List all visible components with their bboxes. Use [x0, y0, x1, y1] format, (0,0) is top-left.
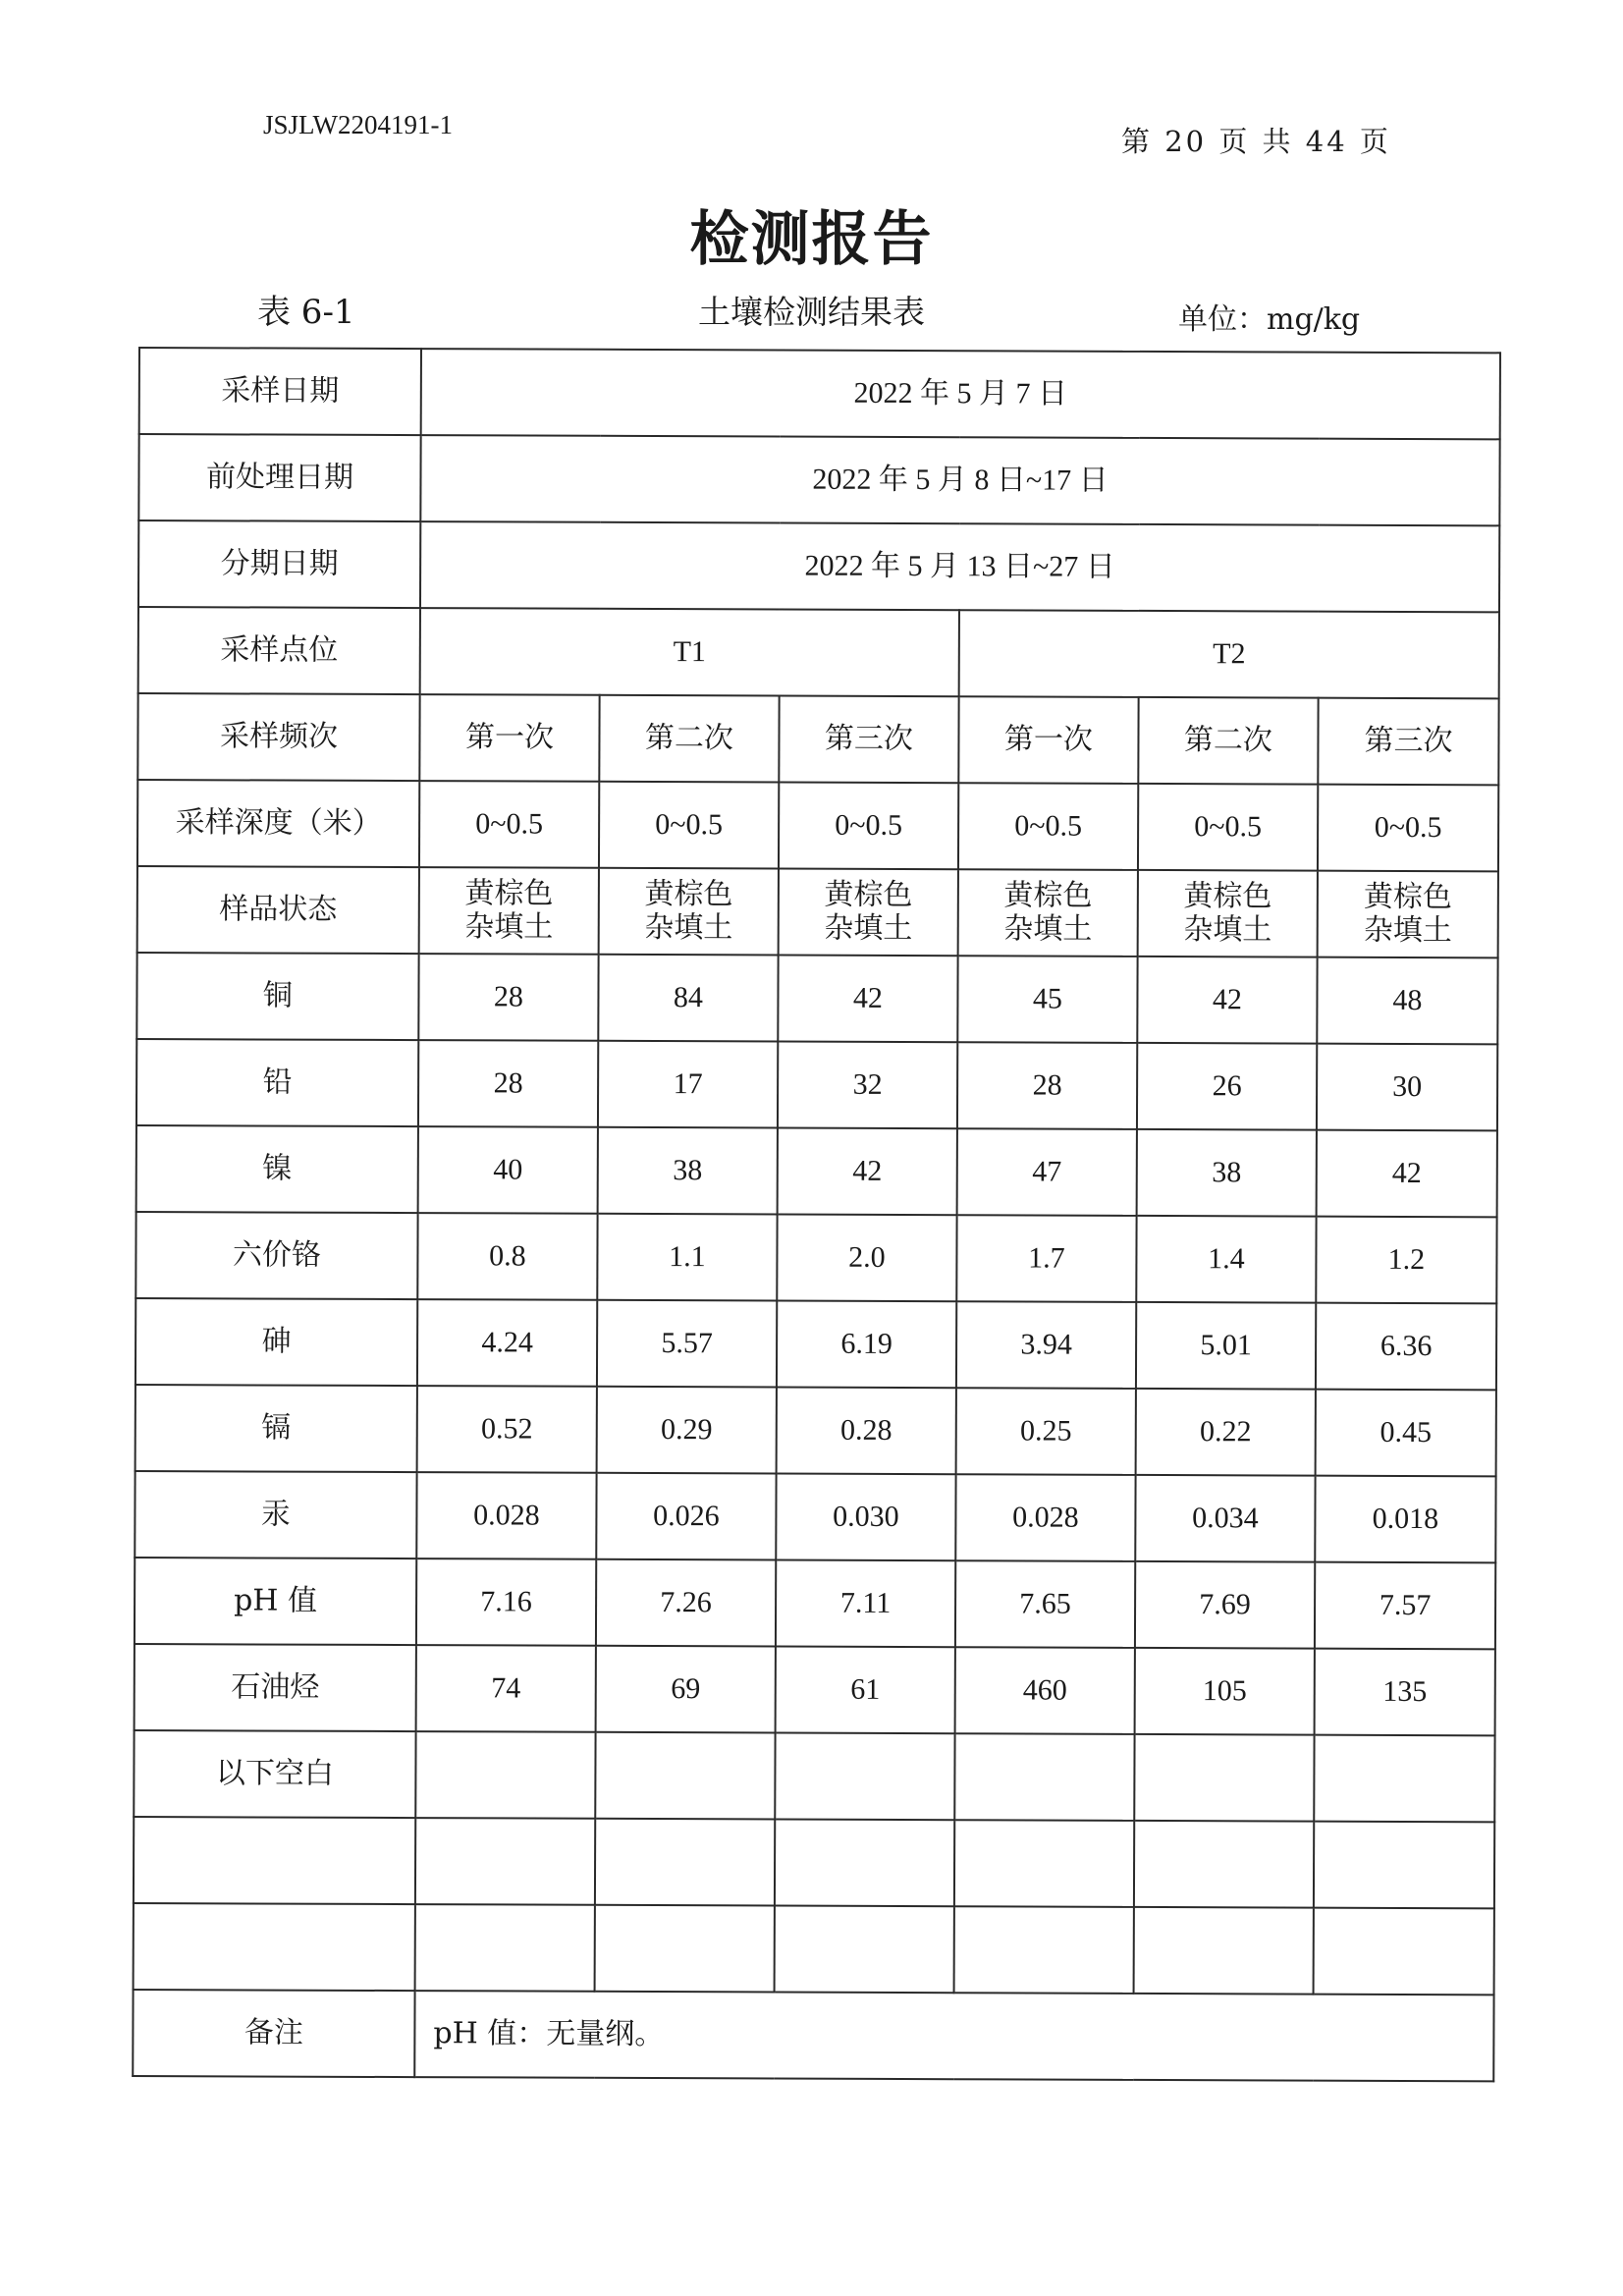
value-cell — [595, 1905, 775, 1993]
value-cell: 30 — [1317, 1044, 1497, 1131]
state-soil: 杂填土 — [1183, 912, 1272, 948]
table-row — [135, 1298, 1496, 1390]
value-cell: 69 — [596, 1646, 776, 1733]
value-cell: 0.028 — [955, 1474, 1135, 1561]
state-color: 黄棕色 — [1363, 879, 1452, 914]
parameter-label: 铅 — [136, 1039, 418, 1126]
table-row — [136, 1039, 1497, 1130]
value-cell: 0.52 — [417, 1386, 597, 1473]
depth-cell: 0~0.5 — [1318, 785, 1498, 872]
value-cell: 7.26 — [596, 1559, 776, 1647]
value-cell: 0.034 — [1135, 1475, 1315, 1562]
depth-cell: 0~0.5 — [779, 783, 958, 870]
value-cell: 28 — [957, 1042, 1137, 1129]
table-row — [134, 1817, 1494, 1908]
value-cell: 74 — [416, 1645, 596, 1732]
analysis-date-value: 2022 年 5 月 13 日~27 日 — [420, 521, 1499, 612]
state-color: 黄棕色 — [644, 876, 733, 911]
table-row — [135, 1385, 1496, 1476]
value-cell: 6.19 — [777, 1301, 956, 1389]
value-cell — [1134, 1907, 1314, 1995]
value-cell: 40 — [418, 1126, 598, 1214]
value-cell — [775, 1733, 954, 1821]
parameter-label: 汞 — [135, 1471, 416, 1558]
sample-state-cell — [958, 869, 1138, 957]
value-cell: 84 — [598, 955, 778, 1042]
value-cell: 42 — [1137, 957, 1317, 1044]
parameter-label — [134, 1903, 415, 1991]
value-cell: 7.69 — [1135, 1561, 1315, 1649]
value-cell: 0.28 — [777, 1388, 956, 1475]
row-frequency — [137, 693, 1498, 785]
value-cell: 7.65 — [955, 1560, 1135, 1648]
value-cell — [1314, 1735, 1494, 1823]
state-soil: 杂填土 — [1363, 912, 1452, 949]
value-cell: 1.1 — [597, 1214, 777, 1301]
depth-cell: 0~0.5 — [958, 783, 1138, 870]
depth-cell: 0~0.5 — [599, 782, 779, 869]
parameter-label: 以下空白 — [134, 1730, 415, 1818]
value-cell — [595, 1732, 775, 1820]
value-cell: 0.026 — [596, 1473, 776, 1560]
document-id: JSJLW2204191-1 — [263, 110, 453, 139]
state-color: 黄棕色 — [1183, 878, 1272, 913]
table-row — [135, 1212, 1496, 1303]
row-sampling-point — [138, 607, 1499, 698]
value-cell: 17 — [598, 1041, 778, 1128]
value-cell: 48 — [1317, 957, 1497, 1045]
value-cell: 47 — [957, 1128, 1137, 1216]
frequency-cell: 第三次 — [1318, 698, 1498, 786]
results-table-wrapper — [132, 347, 1499, 2082]
value-cell: 135 — [1315, 1649, 1495, 1736]
table-row — [134, 1730, 1494, 1822]
sample-state-cell — [1138, 870, 1318, 957]
value-cell: 28 — [418, 1040, 598, 1127]
frequency-cell: 第三次 — [779, 696, 958, 784]
state-soil: 杂填土 — [1003, 911, 1093, 947]
value-cell — [775, 1905, 954, 1993]
value-cell: 460 — [955, 1647, 1135, 1734]
row-pretreatment-date — [138, 434, 1499, 525]
pretreatment-date-value: 2022 年 5 月 8 日~17 日 — [420, 435, 1499, 525]
value-cell: 5.57 — [597, 1300, 777, 1388]
soil-results-table — [132, 347, 1501, 2082]
pretreatment-date-label: 前处理日期 — [138, 434, 420, 521]
sample-state-cell — [779, 869, 958, 957]
parameter-label: pH 值 — [135, 1558, 416, 1645]
value-cell — [415, 1904, 595, 1992]
parameter-label — [134, 1817, 415, 1904]
value-cell — [1314, 1908, 1494, 1995]
sampling-point-t1: T1 — [420, 608, 959, 696]
parameter-label: 镉 — [135, 1385, 417, 1472]
value-cell: 45 — [957, 956, 1137, 1043]
state-color: 黄棕色 — [824, 877, 913, 912]
value-cell: 32 — [778, 1042, 957, 1129]
value-cell: 6.36 — [1316, 1303, 1496, 1391]
value-cell: 1.4 — [1136, 1216, 1316, 1303]
value-cell: 38 — [1137, 1129, 1317, 1217]
table-row — [136, 953, 1497, 1044]
state-soil: 杂填土 — [824, 910, 913, 947]
row-depth — [137, 780, 1498, 871]
value-cell — [954, 1820, 1134, 1907]
remark-value: pH 值：无量纲。 — [414, 1991, 1493, 2081]
value-cell: 7.16 — [416, 1558, 596, 1646]
sample-state-cell — [1318, 871, 1498, 958]
depth-cell: 0~0.5 — [1138, 784, 1318, 871]
value-cell: 5.01 — [1136, 1302, 1316, 1390]
value-cell — [954, 1733, 1134, 1821]
value-cell: 28 — [418, 954, 598, 1041]
value-cell: 0.22 — [1136, 1389, 1316, 1476]
page-number: 第 20 页 共 44 页 — [1121, 125, 1391, 158]
value-cell: 38 — [598, 1127, 778, 1215]
value-cell: 61 — [776, 1647, 955, 1734]
value-cell: 7.11 — [776, 1560, 955, 1648]
frequency-cell: 第二次 — [1138, 697, 1318, 785]
unit-label: 单位：mg/kg — [1178, 302, 1361, 337]
frequency-cell: 第一次 — [419, 694, 599, 782]
row-sample-state — [137, 866, 1498, 957]
table-row — [135, 1471, 1495, 1562]
frequency-cell: 第二次 — [599, 695, 779, 783]
value-cell — [1134, 1734, 1314, 1822]
value-cell: 0.8 — [417, 1213, 597, 1300]
value-cell: 4.24 — [417, 1299, 597, 1387]
sample-state-cell — [419, 867, 599, 955]
value-cell — [1134, 1821, 1314, 1908]
parameter-label: 铜 — [136, 953, 418, 1040]
value-cell: 0.028 — [416, 1472, 596, 1559]
state-soil: 杂填土 — [464, 909, 554, 945]
table-row — [134, 1903, 1494, 1995]
state-soil: 杂填土 — [644, 909, 733, 946]
remark-label: 备注 — [133, 1990, 414, 2077]
value-cell: 0.29 — [597, 1387, 777, 1474]
value-cell: 3.94 — [956, 1301, 1136, 1389]
value-cell: 26 — [1137, 1043, 1317, 1130]
value-cell: 7.57 — [1315, 1562, 1495, 1650]
parameter-label: 六价铬 — [135, 1212, 417, 1299]
state-color: 黄棕色 — [464, 875, 554, 911]
value-cell — [415, 1731, 595, 1819]
table-number: 表 6-1 — [257, 293, 355, 332]
report-title: 检测报告 — [689, 205, 934, 274]
parameter-label: 石油烃 — [135, 1644, 416, 1731]
value-cell — [1314, 1822, 1494, 1909]
sample-state-label: 样品状态 — [137, 866, 419, 954]
analysis-date-label: 分期日期 — [138, 520, 420, 608]
frequency-cell: 第一次 — [958, 696, 1138, 784]
value-cell: 1.7 — [956, 1215, 1136, 1302]
sampling-point-label: 采样点位 — [138, 607, 420, 694]
value-cell: 0.45 — [1316, 1390, 1496, 1477]
value-cell — [595, 1819, 775, 1906]
sampling-date-value: 2022 年 5 月 7 日 — [421, 349, 1500, 439]
value-cell — [415, 1818, 595, 1905]
parameter-label: 镍 — [136, 1125, 418, 1213]
depth-label: 采样深度（米） — [137, 780, 419, 867]
sample-state-cell — [599, 868, 779, 956]
row-analysis-date — [138, 520, 1499, 612]
value-cell: 42 — [1317, 1130, 1497, 1218]
value-cell — [775, 1820, 954, 1907]
value-cell: 0.030 — [776, 1474, 955, 1561]
sampling-point-t2: T2 — [959, 610, 1499, 698]
value-cell: 105 — [1135, 1648, 1315, 1735]
value-cell: 42 — [778, 1128, 957, 1216]
value-cell — [954, 1906, 1134, 1994]
value-cell: 1.2 — [1316, 1217, 1496, 1304]
state-color: 黄棕色 — [1003, 877, 1093, 913]
parameter-label: 砷 — [135, 1298, 417, 1386]
frequency-label: 采样频次 — [137, 693, 419, 781]
depth-cell: 0~0.5 — [419, 781, 599, 868]
value-cell: 42 — [778, 956, 957, 1043]
table-row — [136, 1125, 1497, 1217]
table-row — [135, 1558, 1495, 1649]
value-cell: 0.25 — [956, 1388, 1136, 1475]
value-cell: 0.018 — [1315, 1476, 1495, 1563]
row-sampling-date — [139, 348, 1500, 439]
value-cell: 2.0 — [777, 1215, 956, 1302]
row-remark — [133, 1990, 1493, 2081]
table-title: 土壤检测结果表 — [698, 293, 925, 331]
sampling-date-label: 采样日期 — [139, 348, 421, 435]
table-row — [135, 1644, 1495, 1735]
